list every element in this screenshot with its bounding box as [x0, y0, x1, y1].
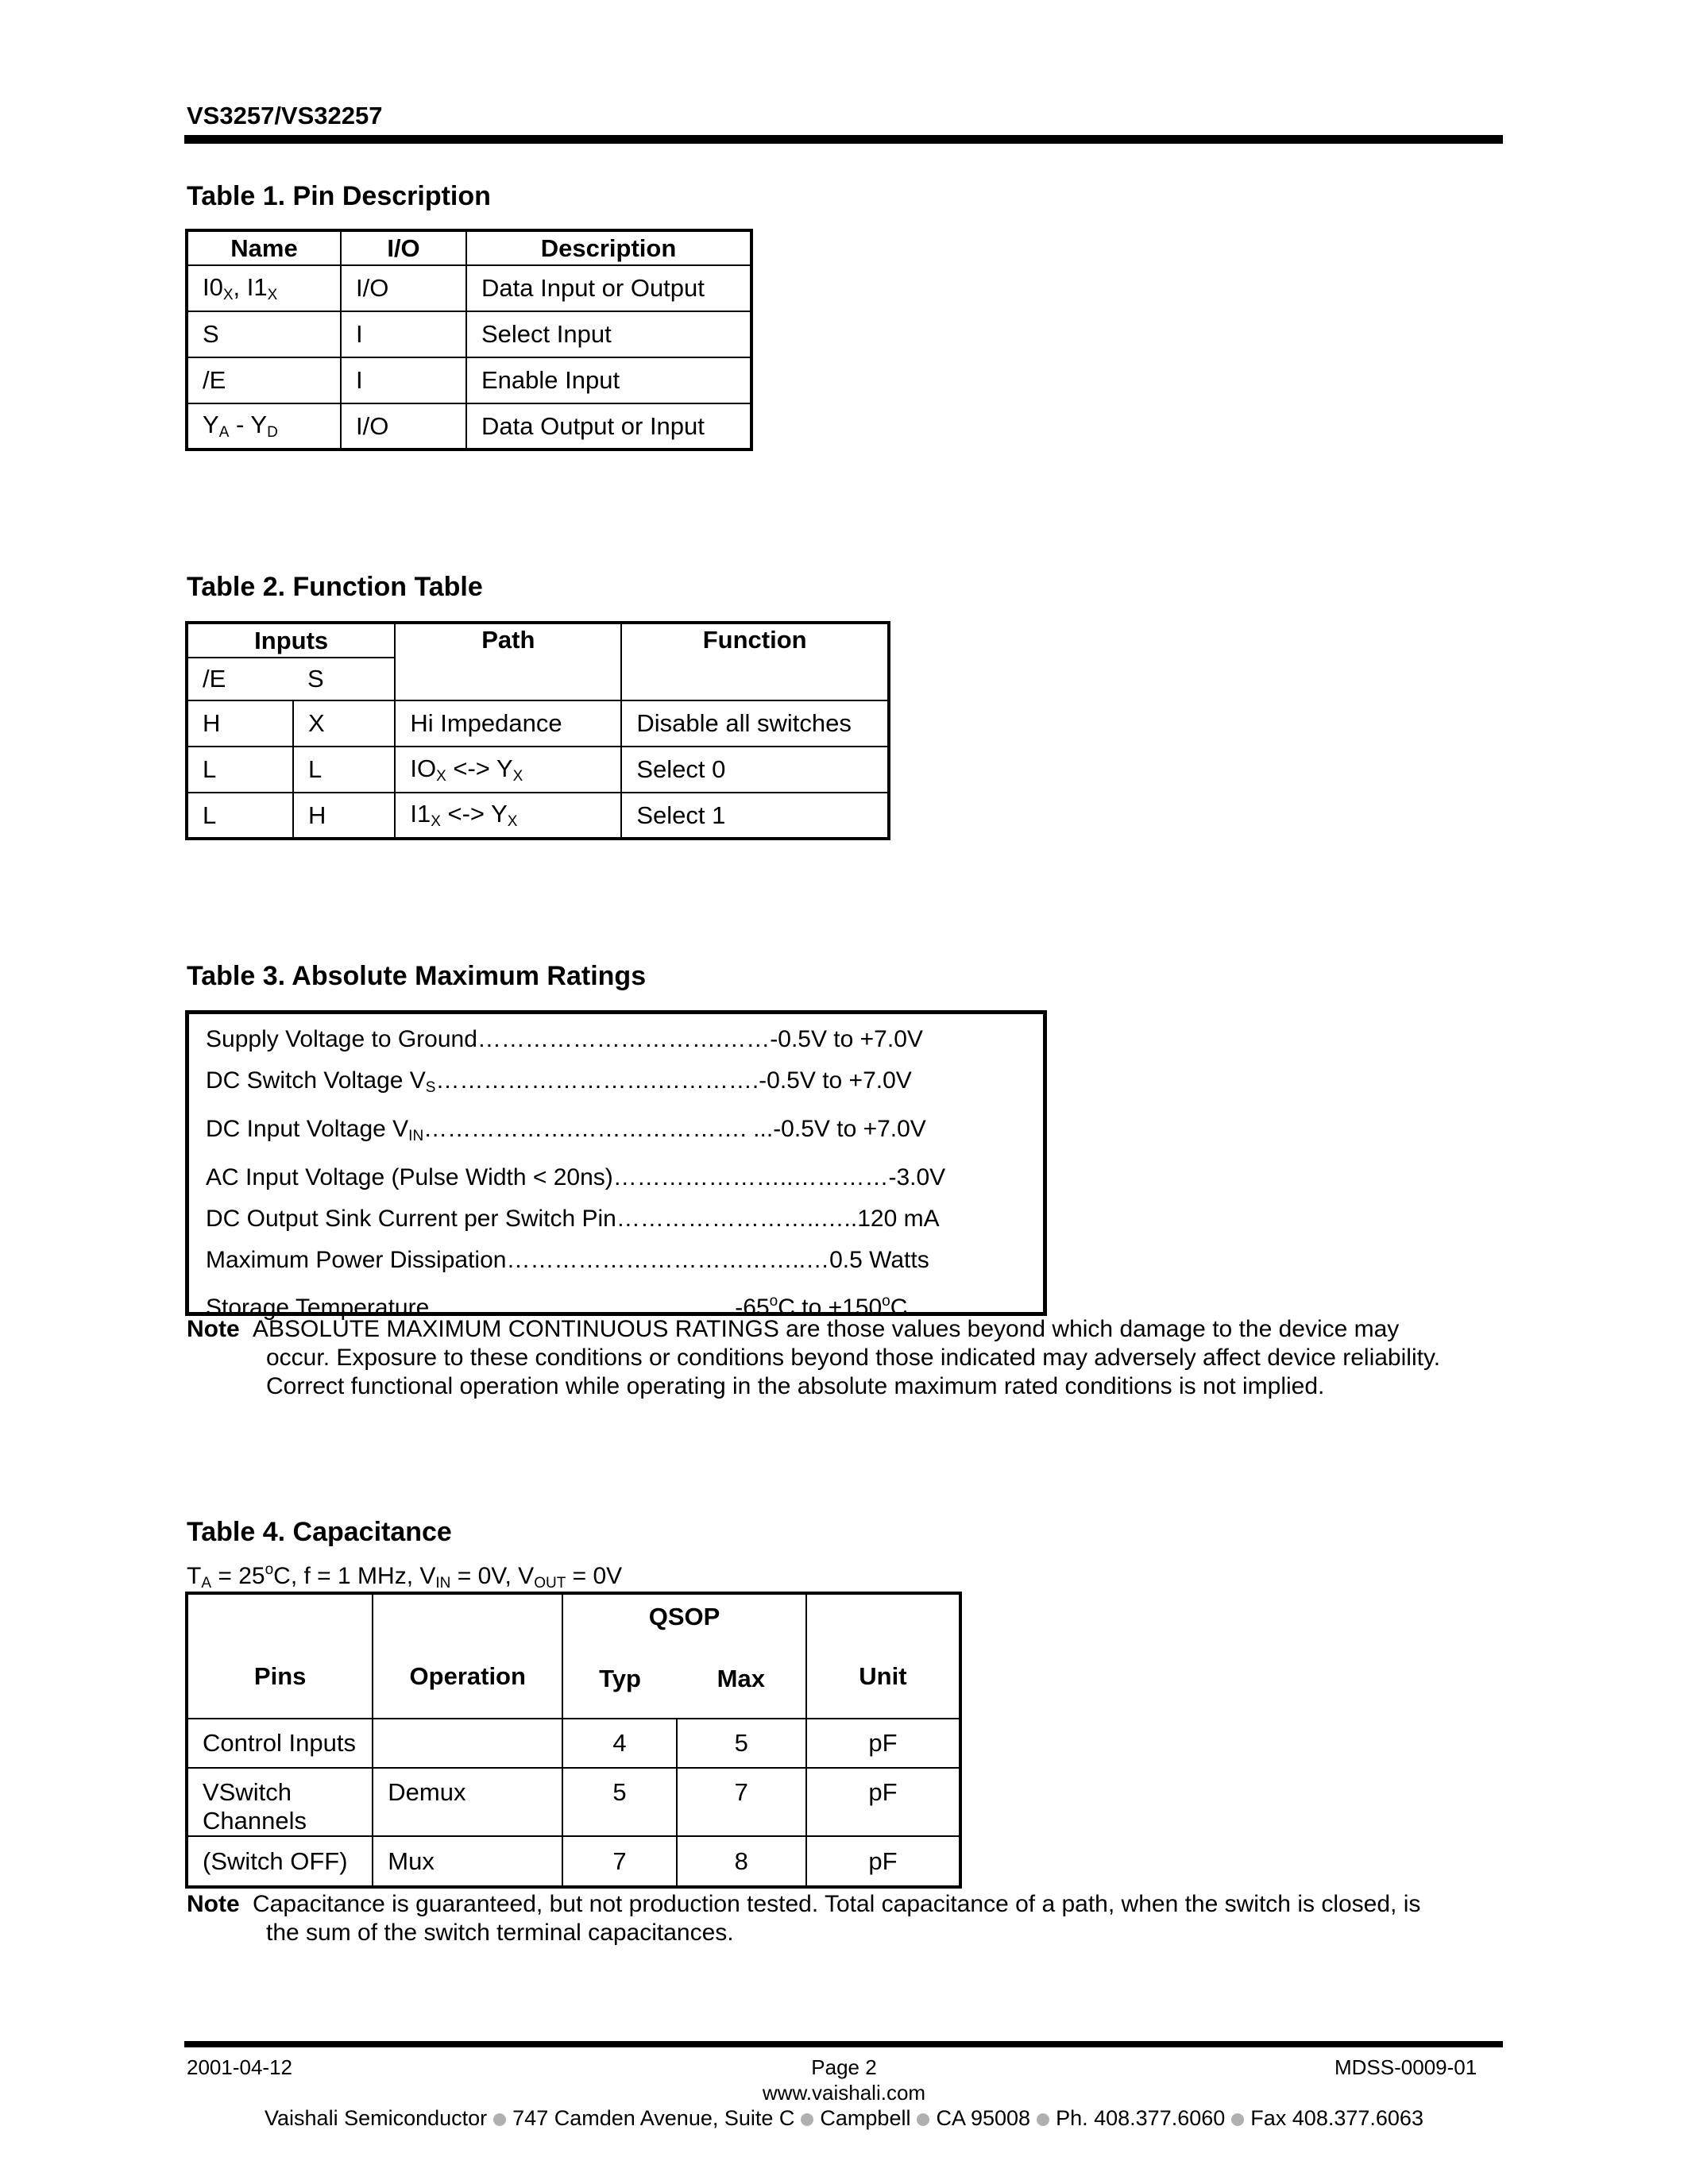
note-label: Note	[187, 1316, 240, 1342]
cap-typ: 7	[562, 1836, 677, 1887]
col-io: I/O	[341, 230, 466, 265]
cap-max: 8	[677, 1836, 806, 1887]
func-e: L	[187, 793, 293, 839]
bullet-icon	[493, 2113, 506, 2126]
absolute-max-ratings-box	[185, 1010, 1047, 1321]
rating-row: Maximum Power Dissipation………………………………..…0.5 Watts	[206, 1247, 929, 1273]
col-qsop: QSOP	[562, 1593, 806, 1639]
cap-pins: (Switch OFF)	[187, 1836, 373, 1887]
func-function: Select 0	[621, 747, 889, 793]
bullet-icon	[1231, 2113, 1244, 2126]
col-max: Max	[677, 1639, 806, 1719]
cap-unit: pF	[806, 1836, 960, 1887]
col-description: Description	[466, 230, 751, 265]
table-header-row	[187, 230, 751, 265]
bullet-icon	[917, 2113, 929, 2126]
table4-note	[187, 1890, 1420, 1919]
col-typ: Typ	[562, 1639, 677, 1719]
cap-typ: 4	[562, 1719, 677, 1768]
cap-pins: Control Inputs	[187, 1719, 373, 1768]
table3-note	[187, 1315, 1399, 1344]
func-function: Select 1	[621, 793, 889, 839]
rating-row: DC Switch Voltage $V_S\dots\dots\dots\dots\dots\dots\dots\dots\dots.\dots\dots\dots\dots.-0.5V$ to +7.0V	[206, 1067, 912, 1096]
pin-description-table	[185, 229, 753, 451]
table-row	[187, 1768, 960, 1836]
func-e: H	[187, 700, 293, 747]
rating-row: AC Input Voltage (Pulse Width < 20ns)…………………..…………-3.0V	[206, 1164, 946, 1190]
table-header-row	[187, 623, 889, 658]
table-row	[187, 1719, 960, 1768]
bullet-icon	[801, 2113, 813, 2126]
table2-caption: Table 2. Function Table	[187, 572, 483, 602]
col-inputs: Inputs	[187, 623, 395, 658]
table1-caption: Table 1. Pin Description	[187, 181, 491, 211]
note-text: ABSOLUTE MAXIMUM CONTINUOUS RATINGS are those values beyond which damage to the device may	[253, 1316, 1400, 1342]
pin-name: S	[187, 311, 341, 357]
note-label: Note	[187, 1891, 240, 1917]
func-path: $IO_X$ <-> $Y_X$	[395, 747, 621, 793]
footer-fax: Fax 408.377.6063	[1250, 2106, 1423, 2130]
footer-company: Vaishali Semiconductor	[265, 2106, 488, 2130]
func-s: L	[293, 747, 395, 793]
footer-phone: Ph. 408.377.6060	[1056, 2106, 1226, 2130]
bullet-icon	[1037, 2113, 1049, 2126]
table4-note-line2: the sum of the switch terminal capacitances.	[266, 1920, 734, 1946]
col-s: S	[293, 658, 395, 700]
rating-row: Supply Voltage to Ground………………………….……-0.5V to +7.0V	[206, 1026, 923, 1052]
col-pins: Pins	[187, 1593, 373, 1719]
footer-address: 747 Camden Avenue, Suite C	[512, 2106, 795, 2130]
pin-desc: Select Input	[466, 311, 751, 357]
func-path: Hi Impedance	[395, 700, 621, 747]
pin-desc: Data Input or Output	[466, 265, 751, 311]
table-row	[187, 747, 889, 793]
table3-note-line2: occur. Exposure to these conditions or conditions beyond those indicated may adversely affect device reliability.	[266, 1345, 1441, 1371]
func-e: L	[187, 747, 293, 793]
func-function: Disable all switches	[621, 700, 889, 747]
table-header-row	[187, 1593, 960, 1639]
cap-max: 7	[677, 1768, 806, 1836]
cap-unit: pF	[806, 1719, 960, 1768]
table4-conditions: $T_A = 25^oC$, f = 1 MHz, $V_{IN} = 0V$, $V_{OUT} = 0V$	[187, 1561, 623, 1592]
table-row	[187, 700, 889, 747]
func-s: X	[293, 700, 395, 747]
rating-row: DC Output Sink Current per Switch Pin……………………..…..120 mA	[206, 1206, 940, 1232]
pin-io: I/O	[341, 265, 466, 311]
footer-page: Page 2	[811, 2055, 877, 2079]
cap-typ: 5	[562, 1768, 677, 1836]
pin-desc: Data Output or Input	[466, 403, 751, 450]
cap-operation: Demux	[373, 1768, 562, 1836]
table-row	[187, 311, 751, 357]
table-row	[187, 403, 751, 450]
cap-operation: Mux	[373, 1836, 562, 1887]
func-path: $I1_X$ <-> $Y_X$	[395, 793, 621, 839]
table4-caption: Table 4. Capacitance	[187, 1517, 452, 1547]
ratings-list	[206, 1019, 1035, 1329]
footer-doc-number: MDSS-0009-01	[1335, 2055, 1477, 2079]
footer-contact	[0, 2106, 1688, 2131]
document-title: VS3257/VS32257	[187, 102, 383, 129]
col-name: Name	[187, 230, 341, 265]
col-path: Path	[395, 623, 621, 700]
footer-website[interactable]: www.vaishali.com	[762, 2081, 926, 2105]
table3-caption: Table 3. Absolute Maximum Ratings	[187, 961, 647, 991]
pin-io: I	[341, 357, 466, 403]
cap-operation	[373, 1719, 562, 1768]
function-table	[185, 621, 890, 840]
table-row	[187, 357, 751, 403]
footer-date: 2001-04-12	[187, 2055, 292, 2079]
col-unit: Unit	[806, 1593, 960, 1719]
pin-name: $Y_A - Y_D$	[187, 403, 341, 450]
rating-row: Storage Temperature………………………………...-65$^o$C to $+150^oC$	[206, 1293, 908, 1321]
footer-city: Campbell	[820, 2106, 911, 2130]
pin-io: I/O	[341, 403, 466, 450]
table-row	[187, 265, 751, 311]
pin-io: I	[341, 311, 466, 357]
note-text: Capacitance is guaranteed, but not production tested. Total capacitance of a path, when the switch is closed, is	[253, 1891, 1421, 1917]
pin-name: /E	[187, 357, 341, 403]
pin-name: $I0_X$, $I1_X$	[187, 265, 341, 311]
col-function: Function	[621, 623, 889, 700]
cap-pins: VSwitch Channels	[187, 1768, 373, 1836]
col-e: /E	[187, 658, 293, 700]
func-s: H	[293, 793, 395, 839]
footer-rule	[184, 2041, 1503, 2047]
rating-row: DC Input Voltage $V_{IN}\dots\dots\dots\dots\dots\dots.\dots\dots\dots\dots\dots\dots\dots$. ...-0.5V to +7.0V	[206, 1116, 926, 1144]
cap-unit: pF	[806, 1768, 960, 1836]
table3-note-line3: Correct functional operation while operating in the absolute maximum rated conditions is not implied.	[266, 1373, 1325, 1399]
capacitance-table	[185, 1592, 962, 1889]
pin-desc: Enable Input	[466, 357, 751, 403]
table-row	[187, 1836, 960, 1887]
col-operation: Operation	[373, 1593, 562, 1719]
table-row	[187, 793, 889, 839]
header-rule	[184, 135, 1503, 144]
footer-state-zip: CA 95008	[936, 2106, 1031, 2130]
cap-max: 5	[677, 1719, 806, 1768]
